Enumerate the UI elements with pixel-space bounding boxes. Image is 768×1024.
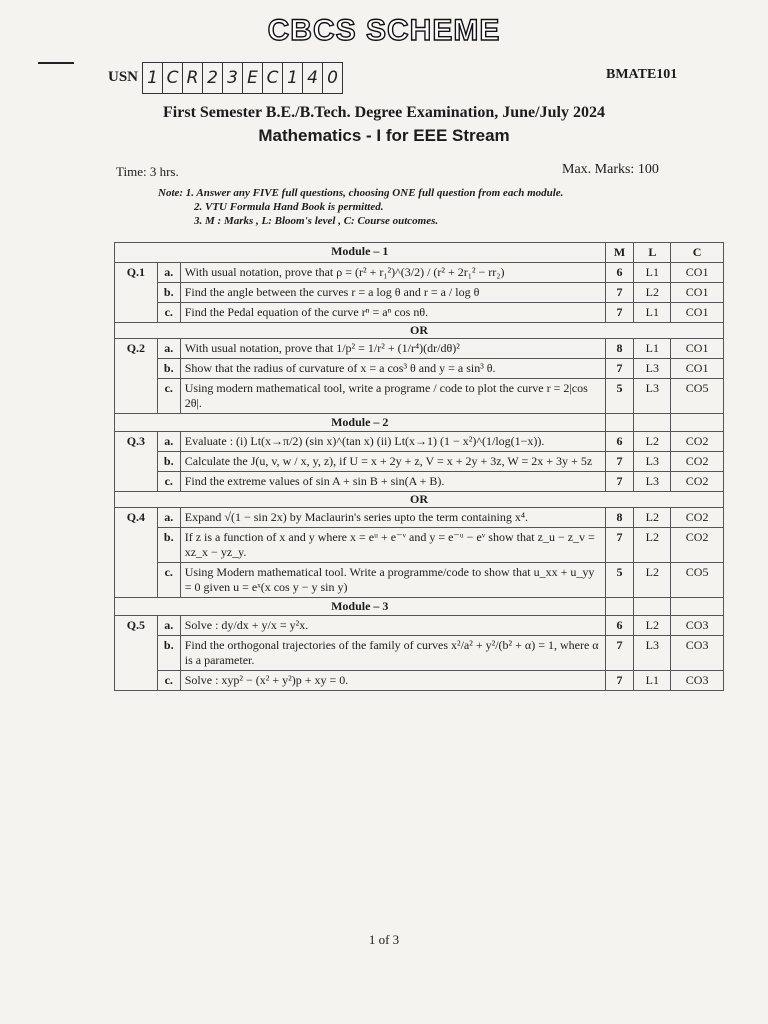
marks-value: 8 — [605, 508, 634, 528]
course-outcome: CO1 — [671, 283, 724, 303]
sub-question-label: a. — [157, 432, 180, 452]
usn-box: 2 — [202, 62, 223, 94]
question-text: With usual notation, prove that 1/p² = 1/r² + (1/r⁴)(dr/dθ)² — [180, 339, 605, 359]
usn-label: USN — [108, 69, 139, 85]
max-marks: Max. Marks: 100 — [562, 162, 659, 177]
module-title: Module – 1 — [115, 243, 606, 263]
sub-question-label: a. — [157, 263, 180, 283]
marks-value: 8 — [605, 339, 634, 359]
bloom-level: L1 — [634, 671, 671, 691]
question-text: Find the angle between the curves r = a log θ and r = a / log θ — [180, 283, 605, 303]
question-number: Q.1 — [115, 263, 158, 323]
sub-question-label: b. — [157, 359, 180, 379]
marks-value: 7 — [605, 283, 634, 303]
question-text: Using Modern mathematical tool. Write a programme/code to show that u_xx + u_yy = 0 given u = eˣ(x cos y − y sin y) — [180, 563, 605, 598]
column-header-outcome: C — [671, 243, 724, 263]
sub-question-label: b. — [157, 528, 180, 563]
question-row — [115, 379, 724, 414]
sub-question-label: c. — [157, 379, 180, 414]
empty-cell — [671, 414, 724, 432]
usn-box: C — [262, 62, 283, 94]
question-number: Q.2 — [115, 339, 158, 414]
question-text: Solve : dy/dx + y/x = y²x. — [180, 616, 605, 636]
question-number: Q.3 — [115, 432, 158, 492]
bloom-level: L2 — [634, 508, 671, 528]
course-outcome: CO5 — [671, 563, 724, 598]
question-text: Calculate the J(u, v, w / x, y, z), if U = x + 2y + z, V = x + 2y + 3z, W = 2x + 3y + 5z — [180, 452, 605, 472]
question-number: Q.4 — [115, 508, 158, 598]
usn-box: E — [242, 62, 263, 94]
question-text: Expand √(1 − sin 2x) by Maclaurin's series upto the term containing x⁴. — [180, 508, 605, 528]
note-line: 3. M : Marks , L: Bloom's level , C: Course outcomes. — [194, 215, 439, 227]
bloom-level: L2 — [634, 563, 671, 598]
marks-value: 6 — [605, 616, 634, 636]
question-table — [114, 242, 724, 691]
sub-question-label: c. — [157, 472, 180, 492]
question-text: Evaluate : (i) Lt(x→π/2) (sin x)^(tan x) (ii) Lt(x→1) (1 − x²)^(1/log(1−x)). — [180, 432, 605, 452]
bloom-level: L1 — [634, 303, 671, 323]
bloom-level: L2 — [634, 283, 671, 303]
course-outcome: CO3 — [671, 671, 724, 691]
module-header-row — [115, 414, 724, 432]
question-row — [115, 636, 724, 671]
sub-question-label: b. — [157, 452, 180, 472]
course-outcome: CO2 — [671, 432, 724, 452]
usn-boxes — [143, 62, 343, 94]
question-row — [115, 359, 724, 379]
or-row — [115, 492, 724, 508]
sub-question-label: c. — [157, 671, 180, 691]
question-text: Using modern mathematical tool, write a programe / code to plot the curve r = 2|cos 2θ|. — [180, 379, 605, 414]
empty-cell — [605, 598, 634, 616]
course-outcome: CO2 — [671, 472, 724, 492]
instructions-note — [158, 186, 563, 228]
question-row — [115, 528, 724, 563]
question-row — [115, 263, 724, 283]
question-row — [115, 283, 724, 303]
course-outcome: CO2 — [671, 452, 724, 472]
question-text: Find the orthogonal trajectories of the family of curves x²/a² + y²/(b² + α) = 1, where α is a parameter. — [180, 636, 605, 671]
module-header-row — [115, 243, 724, 263]
question-row — [115, 508, 724, 528]
empty-cell — [671, 598, 724, 616]
bloom-level: L3 — [634, 359, 671, 379]
sub-question-label: c. — [157, 303, 180, 323]
note-line: Note: 1. Answer any FIVE full questions, choosing ONE full question from each module. — [158, 187, 564, 199]
question-number: Q.5 — [115, 616, 158, 691]
sub-question-label: b. — [157, 283, 180, 303]
usn-box: C — [162, 62, 183, 94]
or-separator: OR — [115, 323, 724, 339]
empty-cell — [605, 414, 634, 432]
usn-box: R — [182, 62, 203, 94]
bloom-level: L3 — [634, 636, 671, 671]
usn-box: 3 — [222, 62, 243, 94]
usn-box: 4 — [302, 62, 323, 94]
sub-question-label: b. — [157, 636, 180, 671]
bloom-level: L3 — [634, 379, 671, 414]
empty-cell — [634, 598, 671, 616]
question-row — [115, 303, 724, 323]
course-outcome: CO2 — [671, 508, 724, 528]
course-outcome: CO1 — [671, 339, 724, 359]
bloom-level: L3 — [634, 472, 671, 492]
marks-value: 7 — [605, 671, 634, 691]
sub-question-label: a. — [157, 616, 180, 636]
exam-title: First Semester B.E./B.Tech. Degree Examination, June/July 2024 — [163, 104, 605, 121]
bloom-level: L2 — [634, 432, 671, 452]
sub-question-label: c. — [157, 563, 180, 598]
marks-value: 7 — [605, 359, 634, 379]
marks-value: 5 — [605, 563, 634, 598]
course-outcome: CO5 — [671, 379, 724, 414]
column-header-marks: M — [605, 243, 634, 263]
empty-cell — [634, 414, 671, 432]
course-outcome: CO3 — [671, 616, 724, 636]
note-line: 2. VTU Formula Hand Book is permitted. — [194, 201, 384, 213]
question-row — [115, 616, 724, 636]
sub-question-label: a. — [157, 508, 180, 528]
sub-question-label: a. — [157, 339, 180, 359]
marks-value: 7 — [605, 452, 634, 472]
usn-box: 0 — [322, 62, 343, 94]
course-outcome: CO2 — [671, 528, 724, 563]
bloom-level: L1 — [634, 263, 671, 283]
bloom-level: L3 — [634, 452, 671, 472]
question-text: If z is a function of x and y where x = eᵘ + e⁻ᵛ and y = e⁻ᵘ − eᵛ show that z_u − z_v = xz_x − yz_y. — [180, 528, 605, 563]
marks-value: 6 — [605, 432, 634, 452]
question-row — [115, 472, 724, 492]
course-outcome: CO1 — [671, 263, 724, 283]
column-header-level: L — [634, 243, 671, 263]
question-text: Find the Pedal equation of the curve rⁿ = aⁿ cos nθ. — [180, 303, 605, 323]
page-number: 1 of 3 — [368, 932, 400, 947]
or-separator: OR — [115, 492, 724, 508]
question-row — [115, 452, 724, 472]
marks-value: 7 — [605, 528, 634, 563]
module-header-row — [115, 598, 724, 616]
question-text: Show that the radius of curvature of x = a cos³ θ and y = a sin³ θ. — [180, 359, 605, 379]
course-outcome: CO3 — [671, 636, 724, 671]
module-title: Module – 2 — [115, 414, 606, 432]
marks-value: 7 — [605, 472, 634, 492]
question-row — [115, 671, 724, 691]
subject-title: Mathematics - I for EEE Stream — [258, 126, 510, 145]
or-row — [115, 323, 724, 339]
usn-box: 1 — [142, 62, 163, 94]
time-duration: Time: 3 hrs. — [116, 164, 179, 179]
course-outcome: CO1 — [671, 303, 724, 323]
course-code: BMATE101 — [606, 67, 678, 82]
usn-box: 1 — [282, 62, 303, 94]
question-row — [115, 339, 724, 359]
question-text: Solve : xyp² − (x² + y²)p + xy = 0. — [180, 671, 605, 691]
course-outcome: CO1 — [671, 359, 724, 379]
question-text: With usual notation, prove that ρ = (r² + r₁²)^(3/2) / (r² + 2r₁² − rr₂) — [180, 263, 605, 283]
marks-value: 6 — [605, 263, 634, 283]
marks-value: 5 — [605, 379, 634, 414]
marks-value: 7 — [605, 636, 634, 671]
bloom-level: L2 — [634, 616, 671, 636]
question-row — [115, 432, 724, 452]
marks-value: 7 — [605, 303, 634, 323]
question-row — [115, 563, 724, 598]
bloom-level: L1 — [634, 339, 671, 359]
bloom-level: L2 — [634, 528, 671, 563]
margin-dash — [38, 62, 74, 64]
question-text: Find the extreme values of sin A + sin B + sin(A + B). — [180, 472, 605, 492]
module-title: Module – 3 — [115, 598, 606, 616]
scheme-title: CBCS SCHEME — [267, 14, 501, 47]
